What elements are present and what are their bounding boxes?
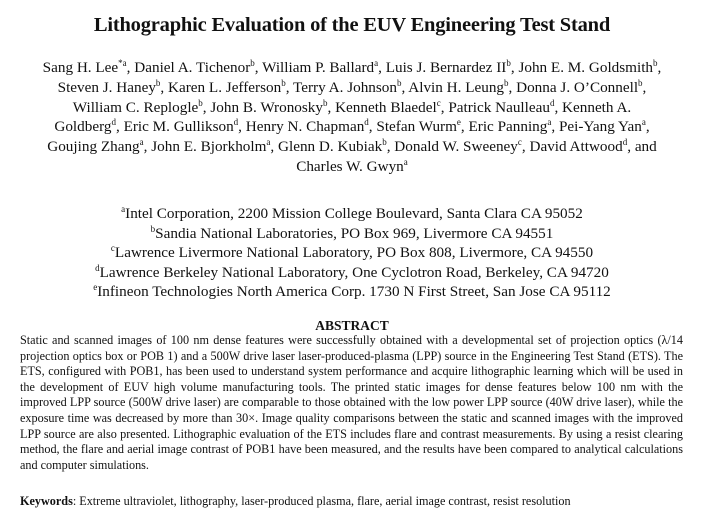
- author-affiliation-marker: b: [506, 58, 511, 68]
- author-name: William P. Ballard: [262, 59, 375, 76]
- author-name: Steven J. Haney: [57, 78, 156, 96]
- author-affiliation-marker: b: [382, 137, 387, 148]
- affiliation: [40, 282, 664, 302]
- author-name: Henry N. Chapman: [245, 118, 365, 136]
- author-name: Kenneth Blaedel: [335, 98, 437, 116]
- abstract-heading: ABSTRACT: [315, 318, 389, 333]
- author-name: Eric M. Gullikson: [123, 118, 234, 136]
- author-affiliation-marker: d: [233, 117, 239, 128]
- author-name: William C. Replogle: [72, 98, 199, 116]
- author-affiliation-marker: b: [155, 77, 161, 88]
- affiliation-text: Infineon Technologies North America Corp. 1730 N First Street, San Jose CA 95112: [97, 283, 611, 301]
- author-affiliation-marker: a: [641, 117, 646, 128]
- author-name: Eric Panning: [468, 118, 548, 136]
- author-name: John E. Bjorkholm: [151, 138, 267, 156]
- affiliation-text: Lawrence Livermore National Laboratory, PO Box 808, Livermore, CA 94550: [114, 244, 594, 262]
- author-affiliation-marker: d: [364, 117, 369, 128]
- author-affiliation-marker: b: [250, 58, 255, 68]
- affiliation-marker: b: [150, 223, 156, 234]
- author-name: John B. Wronosky: [210, 98, 323, 116]
- affiliation: [40, 243, 664, 263]
- author-affiliation-marker: b: [653, 58, 658, 68]
- keywords-label: Keywords: [20, 494, 73, 508]
- author-affiliation-marker: d: [622, 137, 628, 148]
- affiliation: [40, 263, 664, 283]
- author-name: Pei-Yang Yan: [558, 118, 642, 136]
- author-affiliation-marker: b: [198, 97, 203, 108]
- author-affiliation-marker: b: [397, 77, 402, 88]
- author-name: Glenn D. Kubiak: [278, 138, 383, 156]
- abstract-body: Static and scanned images of 100 nm dense features were successfully obtained with a developmental set of projection optics (λ/14 projection optics box or POB 1) and a 500W drive laser laser-produced-plasma (LPP) source in the Engineering Test Stand (ETS). The ETS, configured with POB1, has been used to understand system performance and acquire lithographic learning which will be used in the development of EUV high volume manufacturing tools. The printed static images for dense features below 100 nm with the improved LPP source (500W drive laser) are comparable to those obtained with the low power LPP source (40W drive laser), while the exposure time was decreased by more than 30×. Image quality comparisons between the static and scanned images with the improved LPP source are also presented. Lithographic evaluation of the ETS includes flare and contrast measurements. By using a resist clearing method, the flare and aerial image contrast of POB1 have been measured, and the results have been compared to analytical calculations and computer simulations.: [20, 333, 683, 472]
- author-affiliation-marker: a: [403, 156, 408, 167]
- author-list: Sang H. Lee$^{*a}$, Daniel A. Tichenor$^b$, William P. Ballard$^a$, Luis J. Bernardez $II^b$, John E. M. Goldsmith$^b$, Steven J. Haney$^b$, Karen L. Jefferson$^b$, Terry A. Johnson$^b$, Alvin H. Leung$^b$, Donna J. O’Connell$^b$, William C. Replogle$^b$, John B. Wronosky$^b$, Kenneth Blaedel$^c$, Patrick Naulleau$^d$, Kenneth A. Goldberg$^d$, Eric M. Gullikson$^d$, Henry N. Chapman$^d$, Stefan Wurm$^e$, Eric Panning$^a$, Pei-Yang Yan$^a$, Goujing Zhang$^a$, John E. Bjorkholm$^a$, Glenn D. Kubiak$^b$, Donald W. Sweeney$^c$, David Attwood$^d$, and Charles W. Gwyn$^a$: [42, 58, 662, 175]
- author-name: Kenneth A. Goldberg: [54, 98, 632, 136]
- author-affiliation-marker: e: [456, 117, 461, 128]
- author-name: Donald W. Sweeney: [394, 138, 518, 156]
- author-name: Daniel A. Tichenor: [134, 59, 251, 76]
- affiliation-marker: a: [121, 204, 126, 214]
- affiliation: [40, 224, 664, 244]
- author-affiliation-marker: *a: [118, 58, 127, 68]
- keywords: [20, 494, 684, 509]
- author-affiliation-marker: b: [638, 77, 643, 88]
- affiliation-marker: e: [93, 282, 98, 293]
- affiliation-text: Lawrence Berkeley National Laboratory, One Cyclotron Road, Berkeley, CA 94720: [99, 263, 609, 281]
- author-affiliation-marker: a: [139, 137, 144, 148]
- affiliation-list: [40, 204, 664, 302]
- author-name: Donna J. O’Connell: [516, 78, 639, 96]
- affiliation-text: Intel Corporation, 2200 Mission College Boulevard, Santa Clara CA 95052: [125, 205, 583, 222]
- author-name: Karen L. Jefferson: [168, 78, 282, 96]
- author-name: Charles W. Gwyn: [296, 157, 404, 175]
- author-affiliation-marker: d: [549, 97, 555, 108]
- author-affiliation-marker: b: [504, 77, 509, 88]
- author-affiliation-marker: d: [111, 117, 116, 128]
- author-name: Sang H. Lee: [42, 59, 119, 76]
- author-name: Goujing Zhang: [47, 138, 140, 156]
- paper-title: Lithographic Evaluation of the EUV Engineering Test Stand: [93, 14, 611, 36]
- author-name: Luis J. Bernardez II: [385, 59, 507, 76]
- author-name: John E. M. Goldsmith: [518, 59, 654, 76]
- affiliation-text: Sandia National Laboratories, PO Box 969, Livermore CA 94551: [155, 224, 554, 242]
- author-affiliation-marker: a: [266, 137, 271, 148]
- affiliation: [40, 204, 664, 224]
- author-name: Stefan Wurm: [376, 118, 457, 136]
- author-affiliation-marker: c: [517, 137, 522, 148]
- author-name: Terry A. Johnson: [293, 78, 397, 96]
- author-name: Patrick Naulleau: [448, 98, 550, 116]
- affiliation-marker: d: [95, 262, 100, 273]
- author-name: David Attwood: [529, 138, 623, 156]
- author-affiliation-marker: c: [436, 97, 441, 108]
- affiliation-marker: c: [110, 243, 115, 254]
- keywords-text: : Extreme ultraviolet, lithography, laser-produced plasma, flare, aerial image contrast, resist resolution: [72, 494, 571, 508]
- author-affiliation-marker: a: [547, 117, 552, 128]
- author-affiliation-marker: a: [374, 58, 379, 68]
- author-affiliation-marker: b: [322, 97, 328, 108]
- author-name: Alvin H. Leung: [408, 78, 505, 96]
- author-affiliation-marker: b: [281, 77, 286, 88]
